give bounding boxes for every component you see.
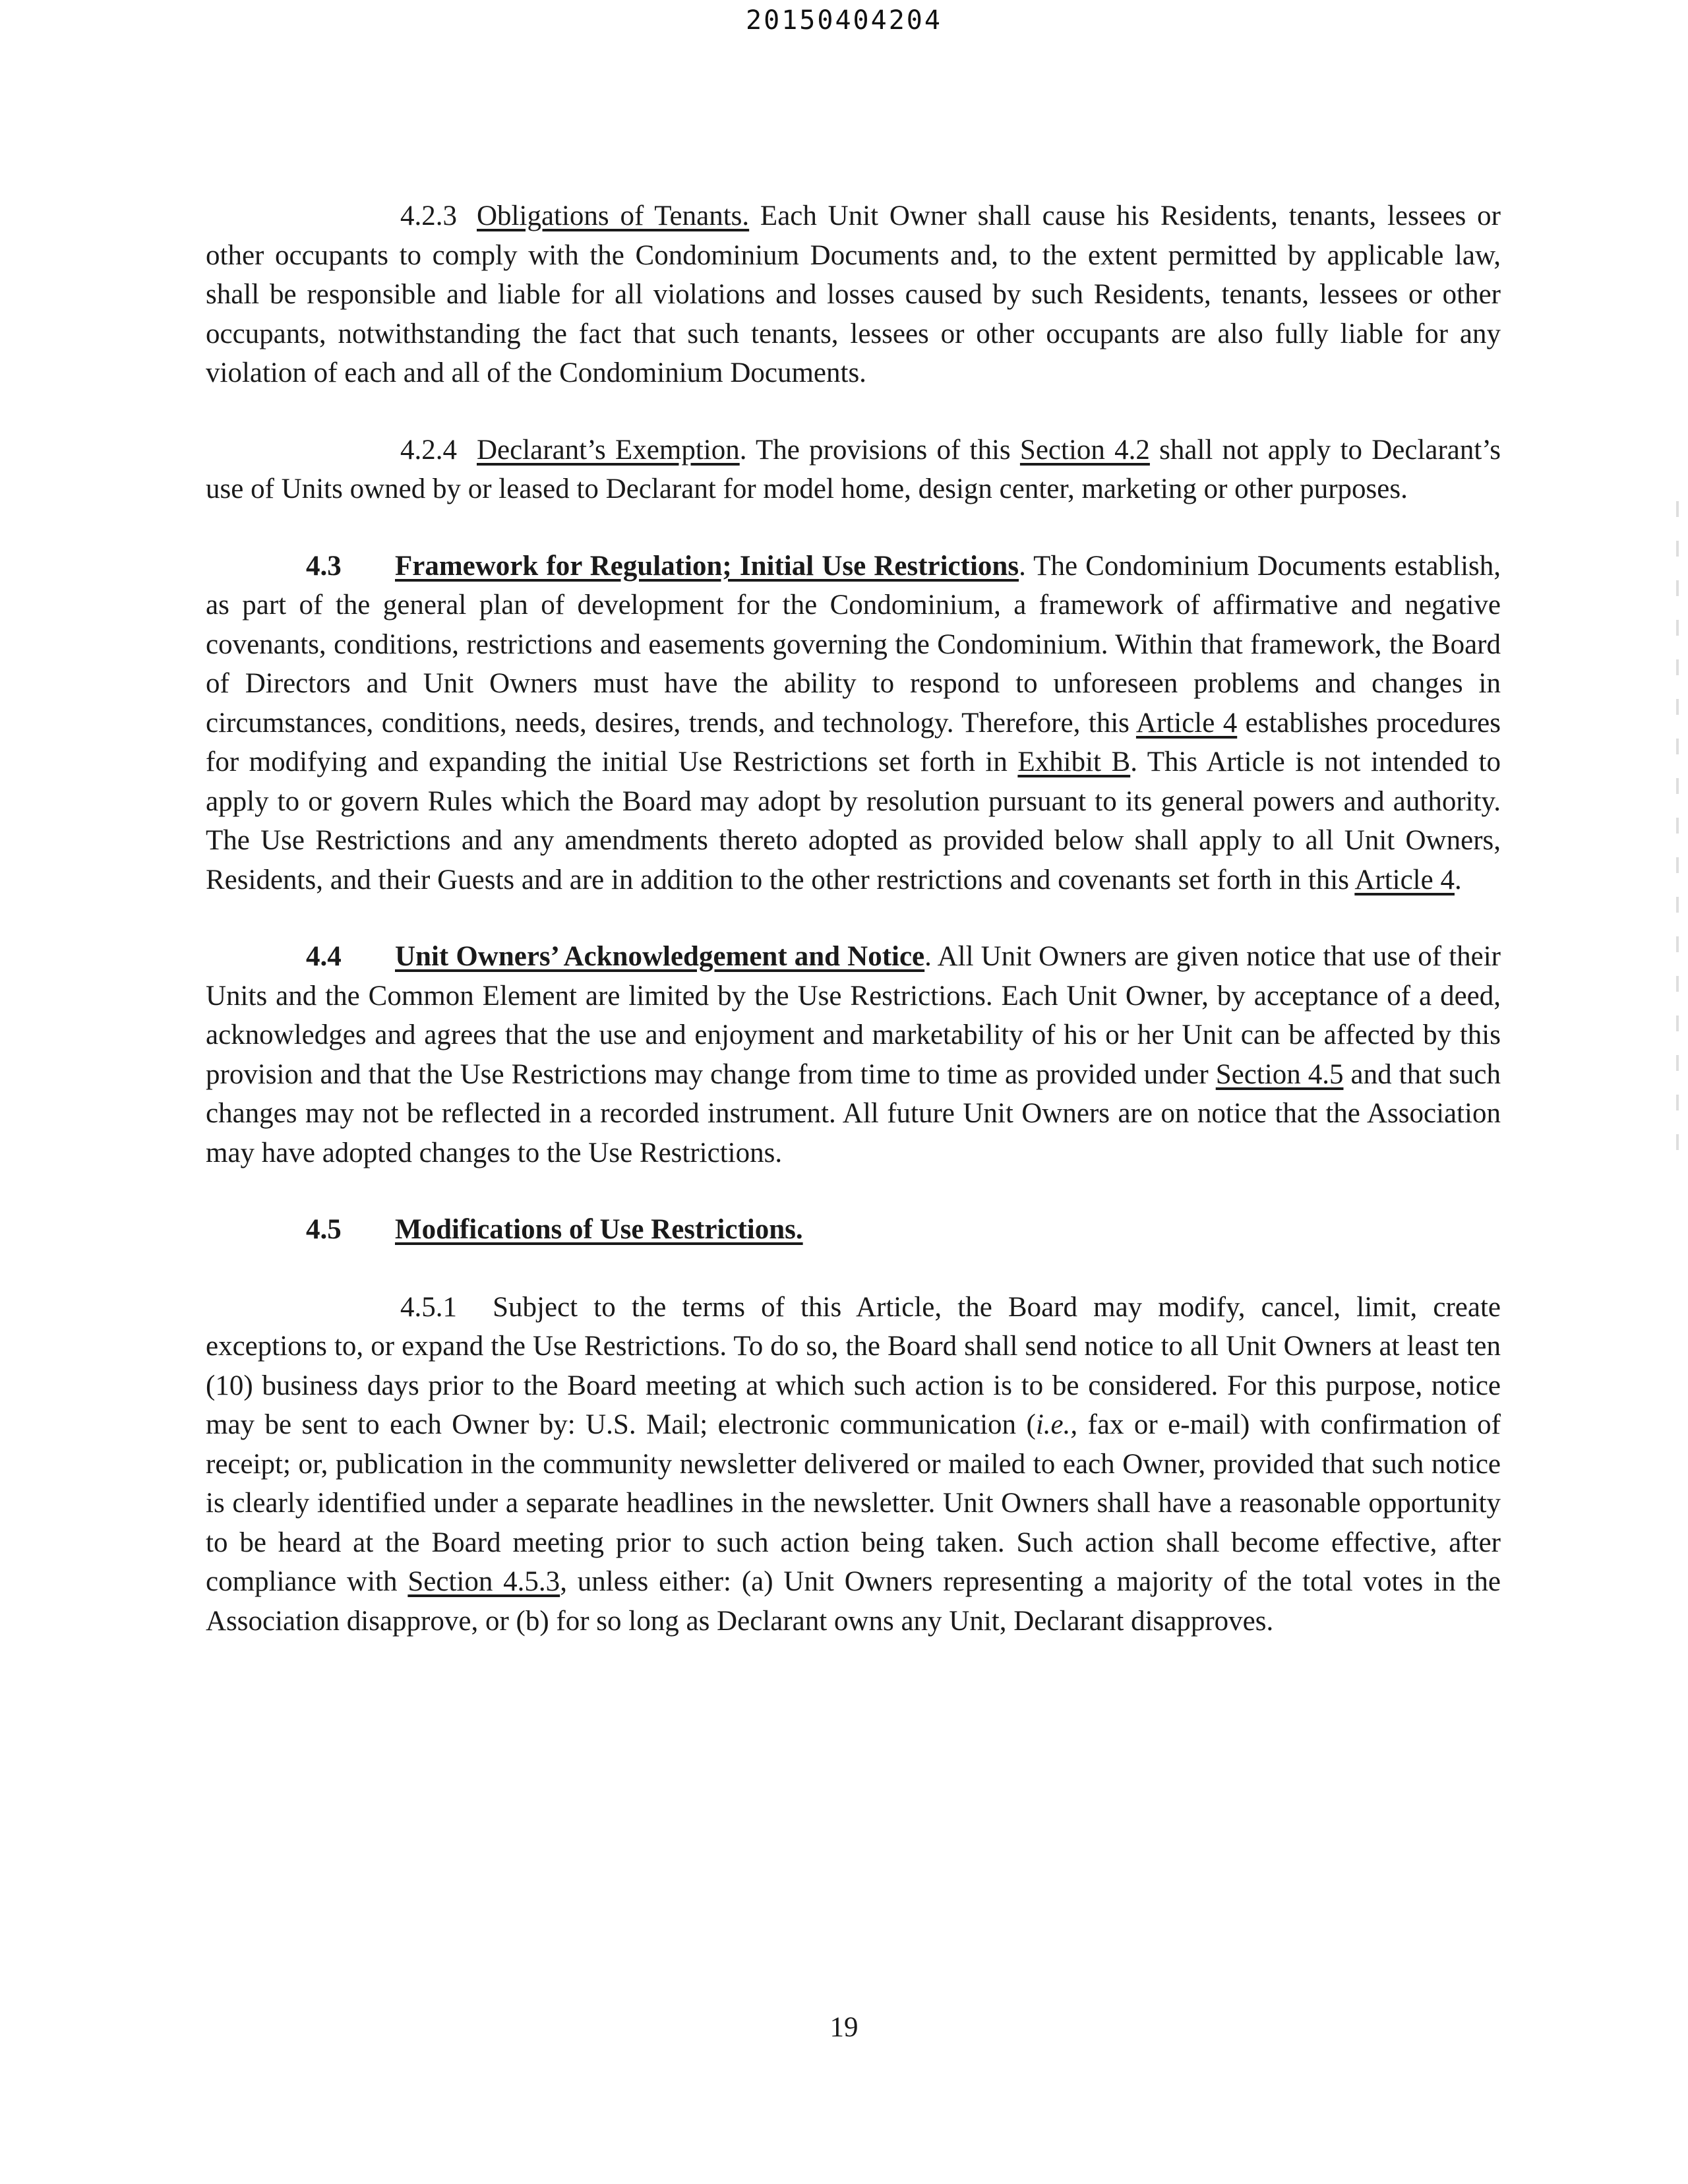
document-body xyxy=(206,197,1501,1641)
italic-text: i.e., xyxy=(1035,1409,1078,1440)
section-heading: Modifications of Use Restrictions. xyxy=(395,1214,803,1245)
paragraph-text: and that such changes may not be reflected in a recorded instrument. All future Unit Owners are on notice that the Association may have adopted changes to the Use Restrictions. xyxy=(206,1058,1501,1168)
section-number: 4.5.1 xyxy=(400,1291,457,1323)
section-reference: Section 4.2 xyxy=(1019,434,1150,466)
page-number: 19 xyxy=(829,2012,859,2043)
paragraph-4-3 xyxy=(206,547,1501,900)
section-number: 4.2.3 xyxy=(400,200,457,231)
heading-4-5 xyxy=(206,1210,1501,1250)
paragraph-4-2-3 xyxy=(206,197,1501,393)
paragraph-4-2-4 xyxy=(206,431,1501,509)
section-heading: Declarant’s Exemption xyxy=(477,434,740,466)
section-number: 4.2.4 xyxy=(400,434,457,466)
paragraph-text: shall not apply to Declarant’s use of Units owned by or leased to Declarant for model home, design center, marketing or other purposes. xyxy=(206,434,1501,504)
paragraph-text: establishes procedures for modifying and expanding the initial Use Restrictions set forth in xyxy=(206,707,1501,777)
paragraph-text: . This Article is not intended to apply to or govern Rules which the Board may adopt by resolution pursuant to its general powers and authority. The Use Restrictions and any amendments thereto adopted as provided below shall apply to all Unit Owners, Residents, and their Guests and are in addition to the other restrictions and covenants set forth in this xyxy=(206,746,1501,895)
paragraph-4-5-1 xyxy=(206,1288,1501,1641)
paragraph-text: . The provisions of this xyxy=(739,434,1020,466)
section-number: 4.4 xyxy=(306,941,342,972)
exhibit-reference: Exhibit B xyxy=(1017,746,1131,777)
section-number: 4.3 xyxy=(306,550,342,582)
paragraph-text: fax or e-mail) with confirmation of receipt; or, publication in the community newsletter delivered or mailed to each Owner, provided that such notice is clearly identified under a separate headlines in the newsletter. Unit Owners shall have a reasonable opportunity to be heard at the Board meeting prior to such action being taken. Such action shall become effective, after compliance with xyxy=(206,1409,1501,1597)
paragraph-text: Subject to the terms of this Article, the Board may modify, cancel, limit, create exceptions to, or expand the Use Restrictions. To do so, the Board shall send notice to all Unit Owners at least ten (10) business days prior to the Board meeting at which such action is to be considered. For this purpose, notice may be sent to each Owner by: U.S. Mail; electronic communication ( xyxy=(206,1291,1501,1440)
paragraph-4-4 xyxy=(206,937,1501,1172)
article-reference: Article 4 xyxy=(1135,707,1238,739)
paragraph-text: . The Condominium Documents establish, as part of the general plan of development for the Condominium, a framework of affirmative and negative covenants, conditions, restrictions and easements governing the Condominium. Within that framework, the Board of Directors and Unit Owners must have the ability to respond to unforeseen problems and changes in circumstances, conditions, needs, desires, trends, and technology. Therefore, this xyxy=(206,550,1501,739)
section-reference: Section 4.5 xyxy=(1215,1058,1344,1090)
paragraph-text: , unless either: (a) Unit Owners representing a majority of the total votes in the Association disapprove, or (b) for so long as Declarant owns any Unit, Declarant disapproves. xyxy=(206,1566,1501,1637)
paragraph-text: . xyxy=(1454,864,1462,895)
paragraph-text: . All Unit Owners are given notice that use of their Units and the Common Element are limited by the Use Restrictions. Each Unit Owner, by acceptance of a deed, acknowledges and agrees that the use and enjoyment and marketability of his or her Unit can be affected by this provision and that the Use Restrictions may change from time to time as provided under xyxy=(206,941,1501,1090)
scan-margin-artifact xyxy=(1676,501,1679,1161)
document-number: 20150404204 xyxy=(746,5,942,36)
section-heading: Obligations of Tenants. xyxy=(477,200,750,231)
section-number: 4.5 xyxy=(306,1214,342,1245)
section-heading: Unit Owners’ Acknowledgement and Notice xyxy=(395,941,925,972)
article-reference: Article 4 xyxy=(1354,864,1455,895)
section-reference: Section 4.5.3 xyxy=(407,1566,560,1597)
section-heading: Framework for Regulation; Initial Use Restrictions xyxy=(395,550,1019,582)
paragraph-text: Each Unit Owner shall cause his Residents, tenants, lessees or other occupants to comply with the Condominium Documents and, to the extent permitted by applicable law, shall be responsible and liable for all violations and losses caused by such Residents, tenants, lessees or other occupants, notwithstanding the fact that such tenants, lessees or other occupants are also fully liable for any violation of each and all of the Condominium Documents. xyxy=(206,200,1501,388)
